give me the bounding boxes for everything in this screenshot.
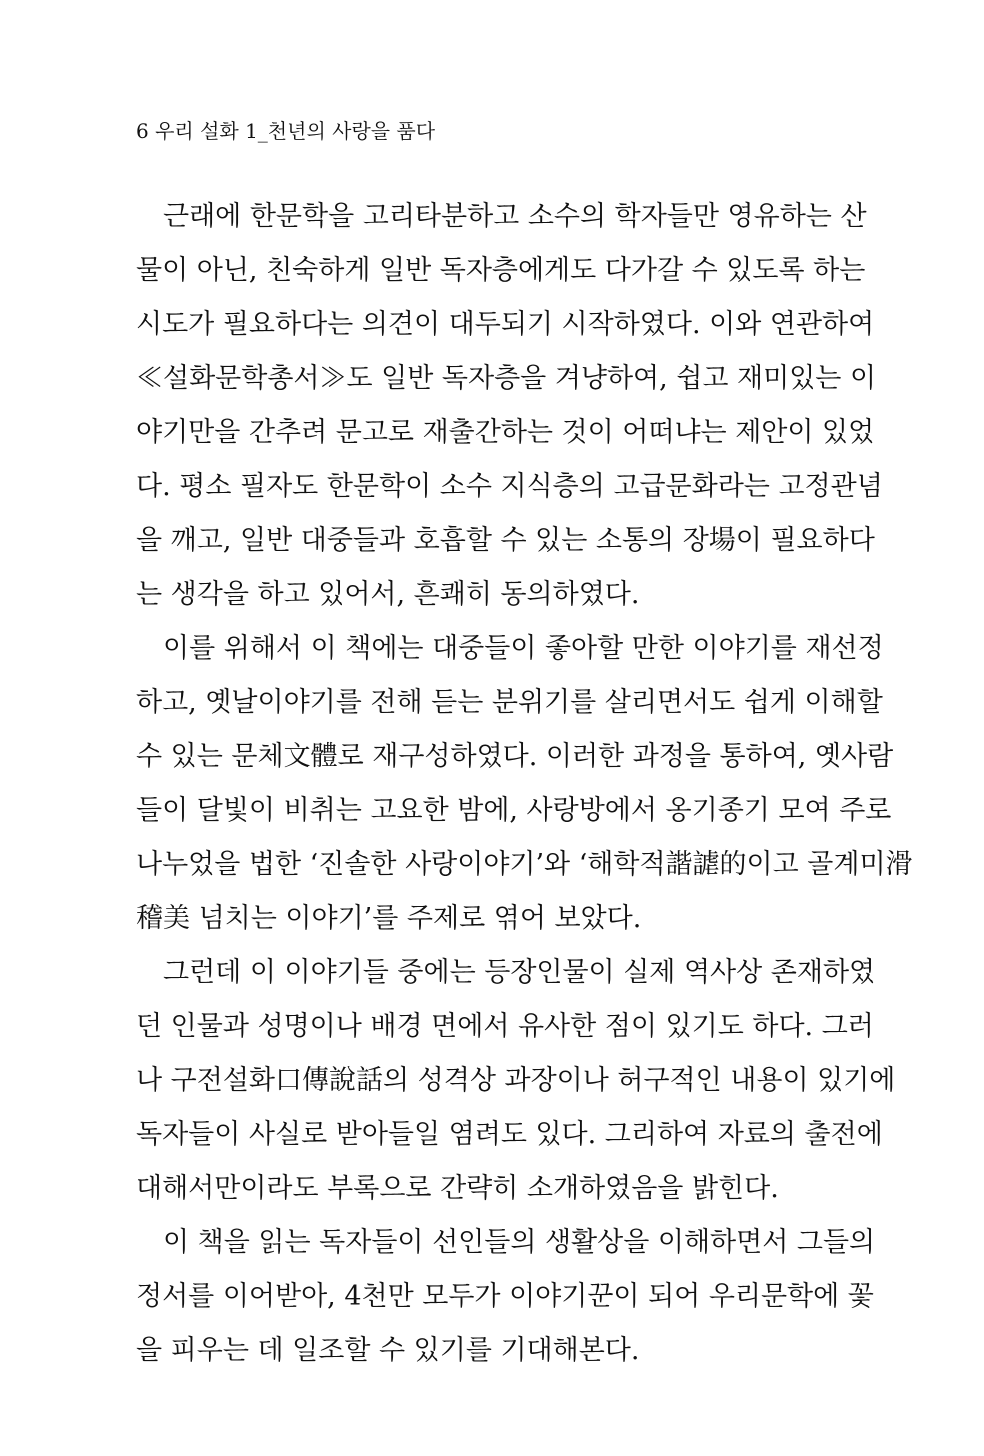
text-line: 하고, 옛날이야기를 전해 듣는 분위기를 살리면서도 쉽게 이해할 xyxy=(136,687,883,718)
text-line: ≪설화문학총서≫도 일반 독자층을 겨냥하여, 쉽고 재미있는 이 xyxy=(136,363,877,394)
text-line: 는 생각을 하고 있어서, 흔쾌히 동의하였다. xyxy=(136,579,640,610)
text-line: 정서를 이어받아, 4천만 모두가 이야기꾼이 되어 우리문학에 꽃 xyxy=(136,1281,874,1312)
text-line: 던 인물과 성명이나 배경 면에서 유사한 점이 있기도 하다. 그러 xyxy=(136,1011,874,1042)
text-line: 이 책을 읽는 독자들이 선인들의 생활상을 이해하면서 그들의 xyxy=(163,1227,876,1258)
text-line: 나 구전설화口傳說話의 성격상 과장이나 허구적인 내용이 있기에 xyxy=(136,1065,896,1096)
text-line: 이를 위해서 이 책에는 대중들이 좋아할 만한 이야기를 재선정 xyxy=(163,633,884,664)
paragraph xyxy=(136,946,896,1216)
text-line: 대해서만이라도 부록으로 간략히 소개하였음을 밝힌다. xyxy=(136,1173,779,1204)
text-line: 을 피우는 데 일조할 수 있기를 기대해본다. xyxy=(136,1335,640,1366)
paragraph xyxy=(136,1216,876,1378)
paragraph xyxy=(136,190,883,622)
text-line: 들이 달빛이 비취는 고요한 밤에, 사랑방에서 옹기종기 모여 주로 xyxy=(136,795,892,826)
text-line: 야기만을 간추려 문고로 재출간하는 것이 어떠냐는 제안이 있었 xyxy=(136,417,875,448)
text-line: 수 있는 문체文體로 재구성하였다. 이러한 과정을 통하여, 옛사람 xyxy=(136,741,894,772)
text-line: 稽美 넘치는 이야기’를 주제로 엮어 보았다. xyxy=(136,903,642,934)
text-line: 다. 평소 필자도 한문학이 소수 지식층의 고급문화라는 고정관념 xyxy=(136,471,883,502)
running-header: 6 우리 설화 1_천년의 사랑을 품다 xyxy=(136,119,436,143)
text-line: 근래에 한문학을 고리타분하고 소수의 학자들만 영유하는 산 xyxy=(163,201,867,232)
text-line: 물이 아닌, 친숙하게 일반 독자층에게도 다가갈 수 있도록 하는 xyxy=(136,255,866,286)
text-line: 시도가 필요하다는 의견이 대두되기 시작하였다. 이와 연관하여 xyxy=(136,309,875,340)
body-text xyxy=(136,190,913,1378)
text-line: 나누었을 법한 ‘진솔한 사랑이야기’와 ‘해학적諧謔的이고 골계미滑 xyxy=(136,849,913,880)
text-line: 독자들이 사실로 받아들일 염려도 있다. 그리하여 자료의 출전에 xyxy=(136,1119,883,1150)
paragraph xyxy=(136,622,913,946)
text-line: 그런데 이 이야기들 중에는 등장인물이 실제 역사상 존재하였 xyxy=(163,957,876,988)
text-line: 을 깨고, 일반 대중들과 호흡할 수 있는 소통의 장場이 필요하다 xyxy=(136,525,875,556)
